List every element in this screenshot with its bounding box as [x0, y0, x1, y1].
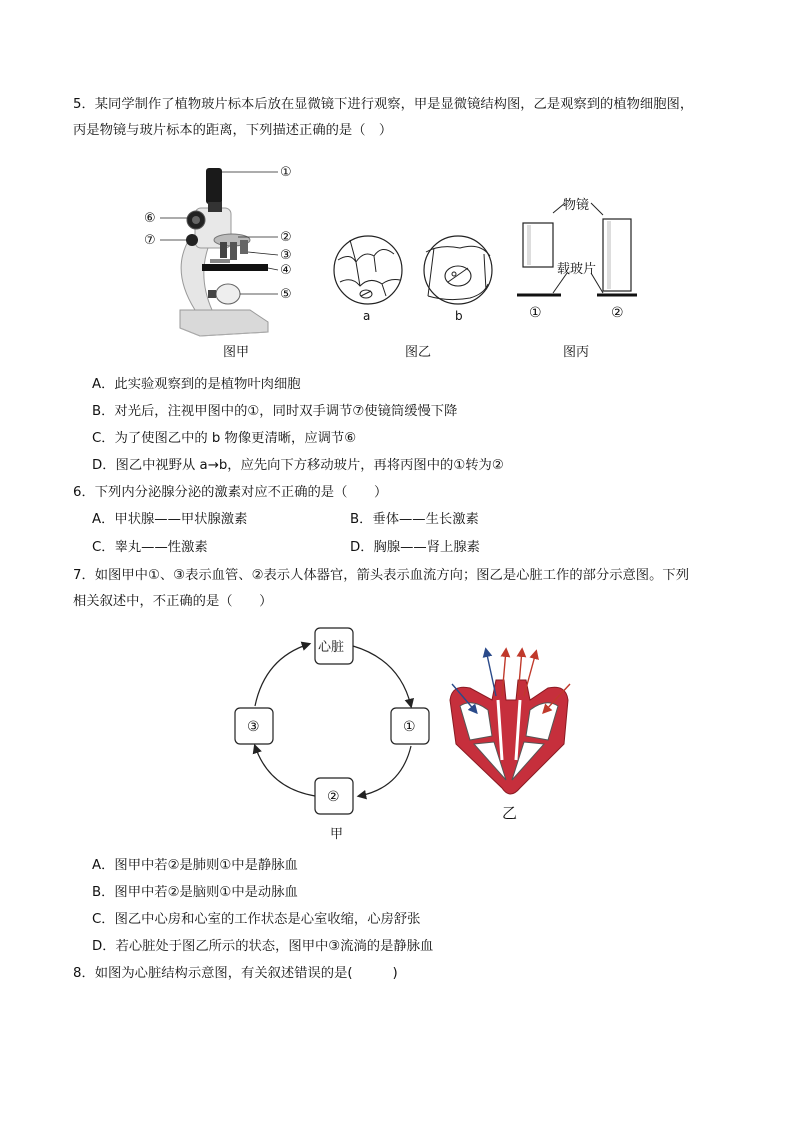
- q6-option-c: C．睾丸——性激素: [92, 540, 208, 555]
- label-4: ④: [280, 263, 292, 278]
- q7-option-d: D．若心脏处于图乙所示的状态，图甲中③流淌的是静脉血: [92, 939, 434, 954]
- q5-option-d: D．图乙中视野从 a→b，应先向下方移动玻片，再将丙图中的①转为②: [92, 458, 504, 473]
- q7-option-a: A．图甲中若②是肺则①中是静脉血: [92, 858, 298, 873]
- label-2: ②: [280, 230, 292, 245]
- label-a: a: [363, 309, 371, 323]
- microscope-stage: [202, 264, 268, 271]
- label-3: ③: [280, 248, 292, 263]
- objective-distance-figure: [505, 195, 655, 325]
- cell-views-figure: [330, 230, 500, 325]
- eyepiece: [206, 168, 222, 204]
- heart-figure: [440, 640, 580, 825]
- label-bing-2: ②: [611, 305, 624, 321]
- q6-option-b: B．垂体——生长激素: [350, 512, 479, 527]
- label-7: ⑦: [144, 233, 156, 248]
- q6-option-d: D．胸腺——肾上腺素: [350, 540, 480, 555]
- q5-option-a: A．此实验观察到的是植物叶肉细胞: [92, 377, 301, 392]
- microscope-base: [180, 310, 268, 336]
- label-b: b: [455, 309, 463, 323]
- q5-option-c: C．为了使图乙中的 b 物像更清晰，应调节⑥: [92, 431, 357, 446]
- label-objective: 物镜: [563, 198, 590, 213]
- label-6: ⑥: [144, 211, 156, 226]
- q7-option-c: C．图乙中心房和心室的工作状态是心室收缩，心房舒张: [92, 912, 421, 927]
- q7-option-b: B．图甲中若②是脑则①中是动脉血: [92, 885, 298, 900]
- heart-caption: 乙: [502, 804, 518, 822]
- microscope-arm: [181, 238, 212, 310]
- q8-stem: 8．如图为心脏结构示意图，有关叙述错误的是( ): [73, 966, 398, 981]
- q5-option-b: B．对光后，注视甲图中的①，同时双手调节⑦使镜筒缓慢下降: [92, 404, 458, 419]
- q6-stem: 6．下列内分泌腺分泌的激素对应不正确的是（ ）: [73, 485, 388, 500]
- label-5: ⑤: [280, 287, 292, 302]
- q7-fig-jia-caption: 甲: [330, 827, 344, 842]
- fig-bing-caption: 图丙: [563, 345, 590, 360]
- heart-wall: [450, 680, 568, 794]
- node-2-label: ②: [327, 789, 340, 805]
- fig-yi-caption: 图乙: [405, 345, 432, 360]
- label-slide: 载玻片: [557, 262, 597, 277]
- label-bing-1: ①: [529, 305, 542, 321]
- q6-option-a: A．甲状腺——甲状腺激素: [92, 512, 248, 527]
- microscope-mirror: [216, 284, 240, 304]
- label-1: ①: [280, 165, 292, 180]
- q5-stem-line1: 5．某同学制作了植物玻片标本后放在显微镜下进行观察，甲是显微镜结构图，乙是观察到的植物细胞图，: [73, 97, 694, 112]
- microscope-figure: [140, 160, 310, 340]
- node-1-label: ①: [403, 719, 416, 735]
- fine-focus-knob: [186, 234, 198, 246]
- node-heart-label: 心脏: [318, 640, 345, 655]
- q7-stem-line2: 相关叙述中，不正确的是（ ）: [73, 594, 273, 609]
- circulation-diagram: [225, 620, 440, 820]
- node-3-label: ③: [247, 719, 260, 735]
- view-b: [424, 236, 492, 304]
- q5-stem-line2: 丙是物镜与玻片标本的距离，下列描述正确的是（ ）: [73, 123, 393, 138]
- fig-jia-caption: 图甲: [223, 345, 250, 360]
- q7-stem-line1: 7．如图甲中①、③表示血管、②表示人体器官，箭头表示血流方向；图乙是心脏工作的部分示意图。下列: [73, 568, 689, 583]
- view-a: [334, 236, 402, 304]
